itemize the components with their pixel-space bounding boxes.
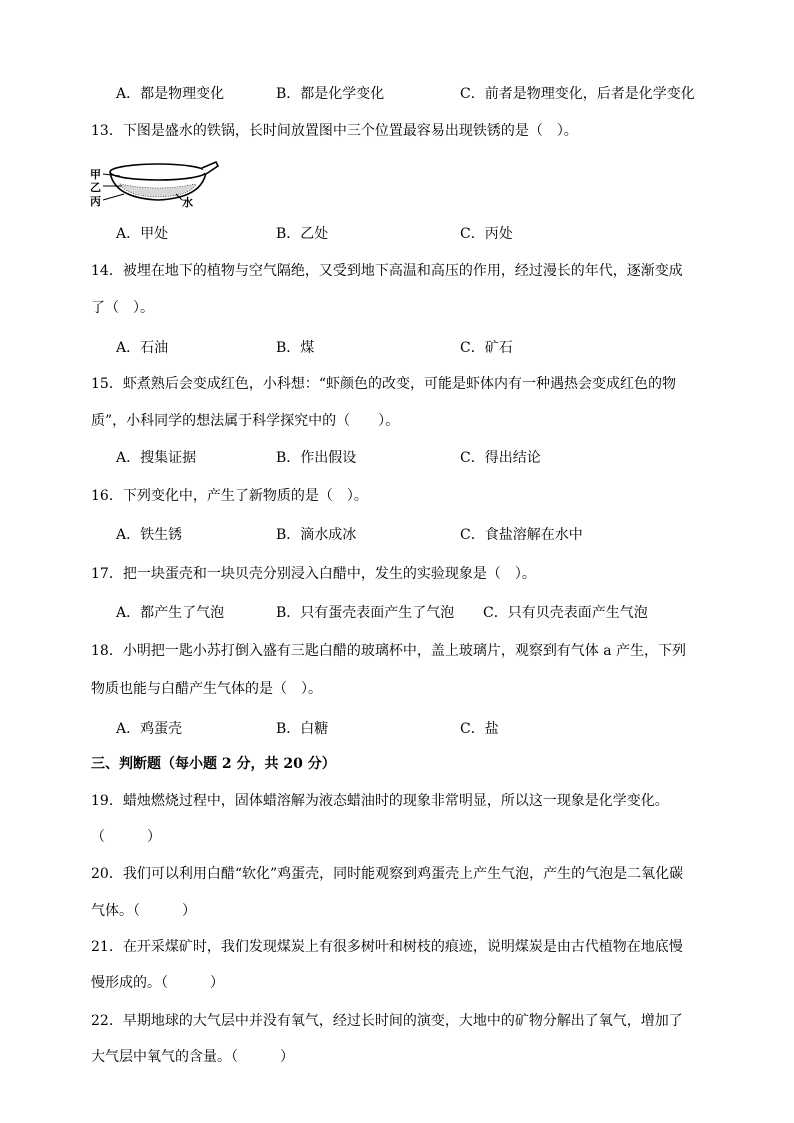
q15-stem-line1: 15．虾煮熟后会变成红色，小科想：“虾颜色的改变，可能是虾体内有一种遇热会变成红色的物 <box>91 376 676 392</box>
q16-option-c: C．食盐溶解在水中 <box>460 527 583 543</box>
q16-option-a: A．铁生锈 <box>116 527 183 543</box>
q22-line1: 22．早期地球的大气层中并没有氧气，经过长时间的演变，大地中的矿物分解出了氧气，增加了 <box>91 1013 683 1029</box>
q12-option-a: A．都是物理变化 <box>116 86 225 102</box>
q17-option-c: C．只有贝壳表面产生气泡 <box>483 605 648 621</box>
q21-line2: 慢形成的。（ ） <box>91 975 224 991</box>
iron-pot-figure <box>90 158 220 210</box>
label-shui: 水 <box>182 196 193 209</box>
q16-stem: 16．下列变化中，产生了新物质的是（ ）。 <box>91 488 368 504</box>
q22-line2: 大气层中氧气的含量。（ ） <box>91 1049 294 1065</box>
q13-stem: 13．下图是盛水的铁锅，长时间放置图中三个位置最容易出现铁锈的是（ ）。 <box>91 123 578 139</box>
q14-option-a: A．石油 <box>116 340 169 356</box>
section-title-judgment: 三、判断题（每小题 2 分，共 20 分） <box>91 756 336 772</box>
q14-stem-line2: 了（ ）。 <box>91 300 154 316</box>
q19-line1: 19．蜡烛燃烧过程中，固体蜡溶解为液态蜡油时的现象非常明显，所以这一现象是化学变化。 <box>91 793 669 809</box>
q13-option-a: A．甲处 <box>116 226 169 242</box>
label-jia: 甲 <box>90 168 101 181</box>
q13-option-b: B．乙处 <box>276 226 329 242</box>
q18-stem-line2: 物质也能与白醋产生气体的是（ ）。 <box>91 681 322 697</box>
q18-option-b: B．白糖 <box>276 721 329 737</box>
q14-stem-line1: 14．被埋在地下的植物与空气隔绝，又受到地下高温和高压的作用，经过漫长的年代，逐渐变成 <box>91 263 683 279</box>
q13-option-c: C．丙处 <box>460 226 513 242</box>
q15-option-b: B．作出假设 <box>276 450 357 466</box>
q17-option-a: A．都产生了气泡 <box>116 605 225 621</box>
q15-option-c: C．得出结论 <box>460 450 541 466</box>
label-yi: 乙 <box>90 181 101 194</box>
iron-pot-illustration <box>90 158 220 210</box>
q12-option-c: C．前者是物理变化，后者是化学变化 <box>460 86 695 102</box>
q21-line1: 21．在开采煤矿时，我们发现煤炭上有很多树叶和树枝的痕迹，说明煤炭是由古代植物在地底慢 <box>91 939 683 955</box>
q18-stem-line1: 18．小明把一匙小苏打倒入盛有三匙白醋的玻璃杯中，盖上玻璃片，观察到有气体 a 产生，下列 <box>91 643 687 659</box>
q14-option-c: C．矿石 <box>460 340 513 356</box>
q20-line2: 气体。（ ） <box>91 903 196 919</box>
q14-option-b: B．煤 <box>276 340 315 356</box>
q19-answer-blank: （ ） <box>91 829 161 845</box>
q15-stem-line2: 质”，小科同学的想法属于科学探究中的（ ）。 <box>91 413 400 429</box>
q16-option-b: B．滴水成冰 <box>276 527 357 543</box>
q12-option-b: B．都是化学变化 <box>276 86 385 102</box>
q18-option-a: A．鸡蛋壳 <box>116 721 183 737</box>
q20-line1: 20．我们可以利用白醋“软化”鸡蛋壳，同时能观察到鸡蛋壳上产生气泡，产生的气泡是二氧化碳 <box>91 866 684 882</box>
q17-option-b: B．只有蛋壳表面产生了气泡 <box>276 605 455 621</box>
label-bing: 丙 <box>90 195 101 208</box>
q18-option-c: C．盐 <box>460 721 499 737</box>
q17-stem: 17．把一块蛋壳和一块贝壳分别浸入白醋中，发生的实验现象是（ ）。 <box>91 566 536 582</box>
q15-option-a: A．搜集证据 <box>116 450 197 466</box>
